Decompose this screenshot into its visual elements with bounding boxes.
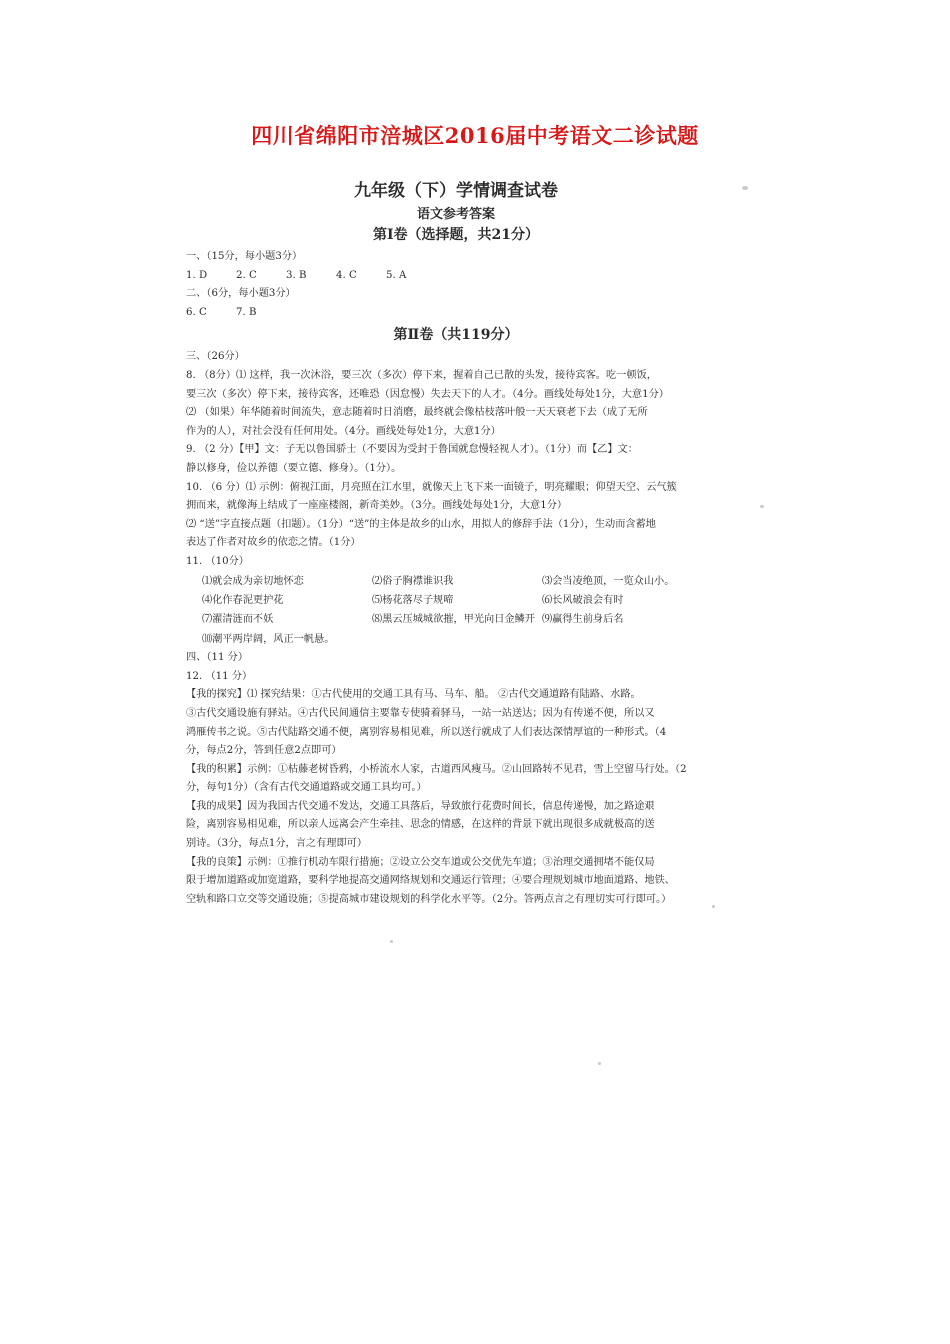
q9-line: 9. （2 分）【甲】文：子无以鲁国骄士（不要因为受封于鲁国就怠慢轻视人才）。（1分）而【乙】文： — [186, 444, 638, 456]
q12-result-line: 【我的成果】因为我国古代交通不发达，交通工具落后，导致旅行花费时间长，信息传递慢，加之路途艰 — [186, 800, 655, 812]
answer-7: 7. B — [236, 306, 257, 318]
scanned-answer-sheet — [186, 166, 726, 926]
answer-6: 6. C — [186, 306, 207, 318]
q12-explore-line: ③古代交通设施有驿站。④古代民间通信主要靠专使骑着驿马，一站一站送达；因为有传递不便，所以又 — [186, 707, 655, 719]
scan-speck — [712, 905, 715, 908]
q11-row — [186, 572, 726, 591]
section-1-answers — [186, 267, 726, 286]
q12-explore-line: 鸿雁传书之说。⑤古代陆路交通不便，离别容易相见难，所以送行就成了人们表达深情厚谊的一种形式。（4 — [186, 726, 667, 738]
q12-explore-line: 分，每点2分，答到任意2点即可） — [186, 745, 342, 757]
section-2-answers — [186, 304, 726, 323]
q12-heading: 12. （11 分） — [186, 670, 253, 682]
q11-row — [186, 591, 726, 610]
q12-result-line: 险，离别容易相见难，所以亲人远离会产生牵挂、思念的情感，在这样的背景下就出现很多成就极高的送 — [186, 819, 655, 831]
q8-line: 作为的人），对社会没有任何用处。（4分。画线处每处1分，大意1分） — [186, 425, 501, 437]
scan-speck — [598, 1062, 601, 1065]
q12-policy-line: 空轨和路口立交等交通设施；⑤提高城市建设规划的科学化水平等。（2分。答两点言之有理切实可行即可。） — [186, 893, 672, 905]
part2-heading: 第Ⅱ卷（共119分） — [393, 327, 519, 344]
q11-item: ⑶会当凌绝顶，一览众山小。 — [542, 575, 675, 587]
q12-policy-line: 【我的良策】示例：①推行机动车限行措施；②设立公交车道或公交优先车道；③治理交通拥堵不能仅局 — [186, 856, 655, 868]
q12-result-line: 别诗。（3分，每点1分，言之有理即可） — [186, 838, 368, 850]
q11-item: ⑵俗子胸襟谁识我 — [372, 575, 454, 587]
q12-explore-line: 【我的探究】⑴ 探究结果：①古代使用的交通工具有马、马车、船。 ②古代交通道路有陆路、水路。 — [186, 689, 641, 701]
q11-item: ⑻黑云压城城欲摧，甲光向日金鳞开 — [372, 614, 535, 626]
section-3-heading: 三、（26分） — [186, 351, 245, 363]
q12-policy-line: 限于增加道路或加宽道路，要科学地提高交通网络规划和交通运行管理；④要合理规划城市地面道路、地铁、 — [186, 875, 675, 887]
q10-line: 表达了作者对故乡的依恋之情。（1分） — [186, 537, 361, 549]
q8-line: ⑵ （如果）年华随着时间流失，意志随着时日消磨，最终就会像枯枝落叶般一天天衰老下去（成了无所 — [186, 407, 648, 419]
section-1-heading: 一、（15分，每小题3分） — [186, 251, 303, 262]
q11-item: ⑴就会成为亲切地怀恋 — [202, 575, 304, 587]
q8-line: 8. （8分）⑴ 这样，我一次沐浴，要三次（多次）停下来，握着自己已散的头发，接待宾客。吃一顿饭， — [186, 369, 657, 381]
q11-row — [186, 610, 726, 629]
q12-accumulate-line: 【我的积累】示例：①枯藤老树昏鸦，小桥流水人家，古道西风瘦马。②山回路转不见君，雪上空留马行处。（2 — [186, 763, 687, 775]
paper-title: 九年级（下）学情调查试卷 — [354, 181, 558, 201]
q11-heading: 11. （10分） — [186, 555, 249, 567]
q10-line: ⑵ “送”字直接点题（扣题）。（1分）“送”的主体是故乡的山水，用拟人的修辞手法（1分），生动而含蓄地 — [186, 518, 656, 530]
q10-line: 10. （6 分）⑴ 示例：俯视江面，月亮照在江水里，就像天上飞下来一面镜子，明亮耀眼；仰望天空、云气簇 — [186, 481, 677, 493]
q11-item: ⑷化作春泥更护花 — [202, 594, 284, 606]
q12-accumulate-line: 分，每句1分）（含有古代交通道路或交通工具均可。） — [186, 782, 427, 794]
scan-speck — [390, 940, 393, 943]
q11-item: ⑺濯清涟而不妖 — [202, 614, 274, 626]
q9-line: 静以修身，俭以养德（要立德、修身）。（1分）。 — [186, 462, 402, 474]
q8-line: 要三次（多次）停下来，接待宾客，还唯恐（因怠慢）失去天下的人才。（4分。画线处每处1分，大意1分） — [186, 388, 669, 400]
part1-heading: 第Ⅰ卷（选择题，共21分） — [372, 227, 540, 243]
section-4-heading: 四、（11 分） — [186, 652, 249, 664]
scan-speck — [742, 186, 748, 190]
answer-5: 5. A — [386, 269, 407, 281]
q10-line: 拥而来，就像海上结成了一座座楼阁，新奇美妙。（3分。画线处每处1分，大意1分） — [186, 500, 568, 512]
answer-3: 3. B — [286, 269, 307, 281]
answer-4: 4. C — [336, 269, 357, 281]
q11-item: ⑽潮平两岸阔，风正一帆悬。 — [202, 633, 335, 645]
q11-item: ⑸杨花落尽子规啼 — [372, 594, 454, 606]
paper-subtitle: 语文参考答案 — [416, 207, 495, 222]
scan-speck — [760, 505, 764, 508]
q11-row — [186, 630, 726, 649]
answer-2: 2. C — [236, 269, 257, 281]
answer-1: 1. D — [186, 269, 208, 281]
q11-item: ⑹长风破浪会有时 — [542, 594, 624, 606]
q11-item: ⑼赢得生前身后名 — [542, 614, 624, 626]
document-title: 四川省绵阳市涪城区2016届中考语文二诊试题 — [251, 123, 699, 148]
section-2-heading: 二、（6分，每小题3分） — [186, 288, 296, 300]
